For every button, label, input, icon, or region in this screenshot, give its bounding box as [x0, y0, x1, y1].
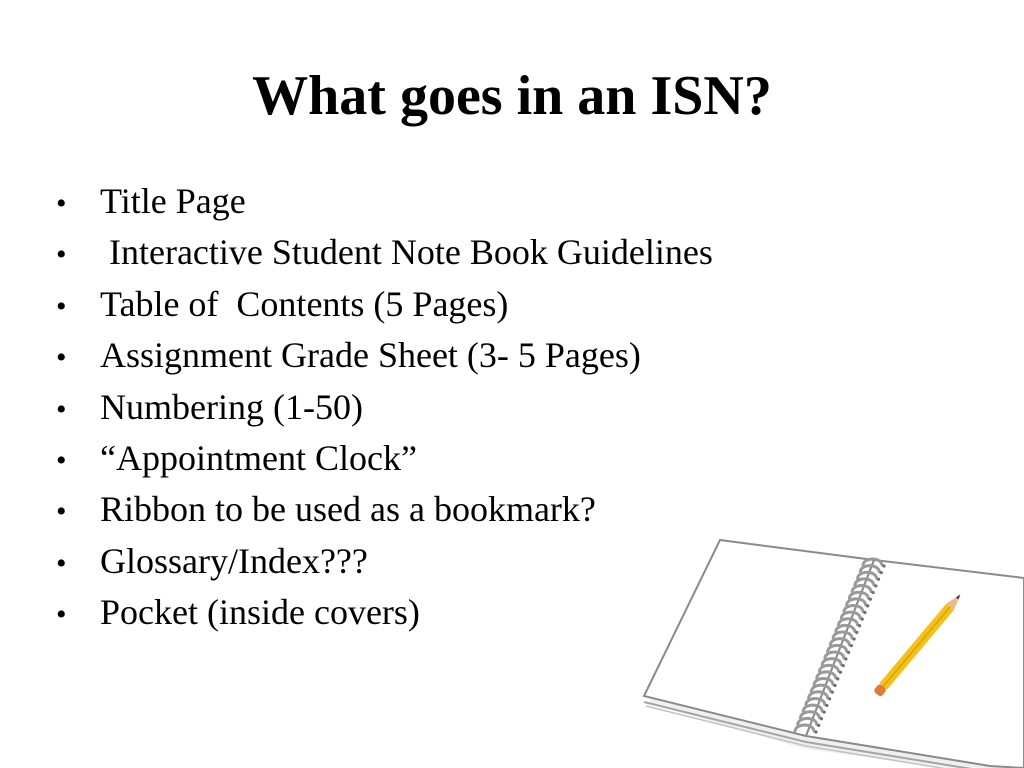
bullet-icon: •: [56, 495, 67, 529]
bullet-icon: •: [56, 238, 67, 272]
spiral-hole: [839, 671, 842, 674]
spiral-hole: [814, 730, 817, 733]
spiral-hole: [823, 710, 826, 713]
spiral-hole: [844, 657, 847, 660]
spiral-hole: [836, 677, 839, 680]
spiral-hole: [842, 664, 845, 667]
bullet-list: [56, 176, 713, 639]
list-item-text: “Appointment Clock”: [100, 437, 417, 478]
bullet-icon: •: [56, 289, 67, 323]
spiral-hole: [861, 618, 864, 621]
bullet-icon: •: [56, 598, 67, 632]
spiral-hole: [817, 724, 820, 727]
spiral-hole: [880, 571, 883, 574]
list-item-text: Glossary/Index???: [100, 540, 368, 581]
slide-title: What goes in an ISN?: [252, 65, 772, 127]
spiral-hole: [833, 684, 836, 687]
spiral-hole: [852, 637, 855, 640]
list-item: [56, 433, 713, 484]
list-item: [56, 536, 713, 587]
bullet-icon: •: [56, 546, 67, 580]
list-item-text: Assignment Grade Sheet (3- 5 Pages): [100, 335, 641, 376]
spiral-hole: [877, 578, 880, 581]
list-item-text: Ribbon to be used as a bookmark?: [100, 489, 596, 530]
list-item-text: Title Page: [100, 181, 246, 221]
list-item: [56, 227, 713, 278]
spiral-hole: [831, 691, 834, 694]
list-item-text: Table of Contents (5 Pages): [100, 283, 509, 324]
bullet-icon: •: [56, 187, 67, 220]
list-item-text: Interactive Student Note Book Guidelines: [100, 232, 713, 273]
list-item: [56, 382, 713, 433]
spiral-hole: [874, 584, 877, 587]
list-item: [56, 484, 713, 535]
list-item: [56, 587, 713, 638]
spiral-hole: [850, 644, 853, 647]
bullet-icon: •: [56, 392, 67, 426]
spiral-hole: [872, 591, 875, 594]
spiral-hole: [858, 624, 861, 627]
spiral-hole: [855, 631, 858, 634]
spiral-hole: [882, 564, 885, 567]
spiral-hole: [828, 697, 831, 700]
spiral-hole: [825, 704, 828, 707]
spiral-notebook-with-pencil-icon: [638, 530, 1024, 768]
spiral-hole: [863, 611, 866, 614]
spiral-hole: [869, 598, 872, 601]
list-item: [56, 279, 713, 330]
list-item-text: Pocket (inside covers): [100, 592, 420, 633]
spiral-hole: [866, 604, 869, 607]
bullet-icon: •: [56, 341, 67, 375]
spiral-hole: [847, 651, 850, 654]
spiral-hole: [820, 717, 823, 720]
list-item-text: Numbering (1-50): [100, 386, 363, 427]
list-item: [56, 176, 713, 227]
list-item: [56, 330, 713, 381]
bullet-icon: •: [56, 443, 67, 477]
